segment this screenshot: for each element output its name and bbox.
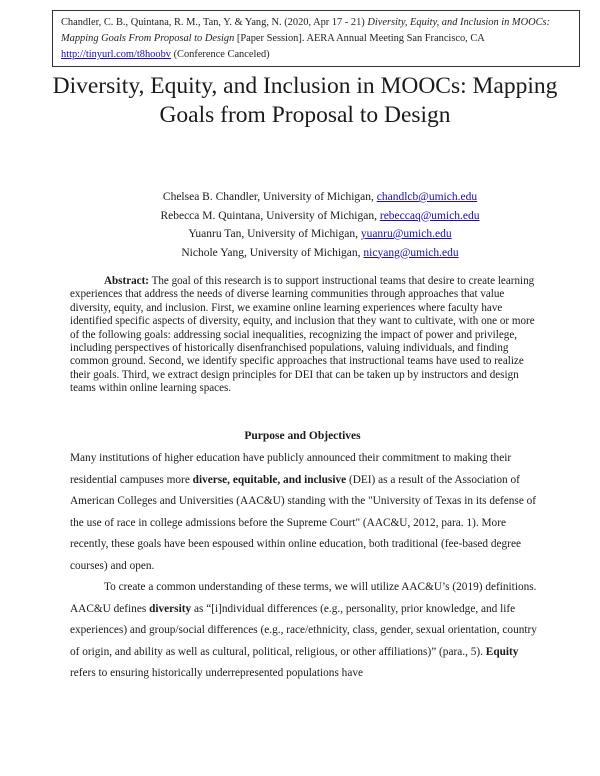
paragraph-text: refers to ensuring historically underrepresented populations have bbox=[70, 667, 363, 679]
citation-authors-date: Chandler, C. B., Quintana, R. M., Tan, Y. & Yang, N. (2020, Apr 17 - 21) bbox=[61, 17, 365, 28]
body-paragraph bbox=[70, 448, 540, 577]
author-email-link[interactable]: nicyang@umich.edu bbox=[363, 246, 459, 259]
abstract-text: The goal of this research is to support instructional teams that desire to create learning experiences that address the needs of diverse learning communities through approaches that value diversity, equity, and inclusion. First, we examine online learning experiences where faculty have identified specific aspects of diversity, equity, and inclusion that they want to cultivate, with one or more of the following goals: addressing social inequalities, recognizing the impact of power and privilege, including perspectives of historically disenfranchised populations, valuing individuals, and finding common ground. Second, we identify specific approaches that instructional teams have used to realize their goals. Third, we extract design principles for DEI that can be taken up by instructors and design teams within online learning spaces. bbox=[70, 275, 535, 395]
author-list bbox=[60, 188, 580, 262]
author-email-link[interactable]: chandlcb@umich.edu bbox=[376, 191, 478, 203]
paragraph-text: To create a common understanding of these terms, we will utilize AAC&U’s (2019) definitions. AAC&U defines bbox=[70, 581, 537, 615]
paragraph-bold-term: Equity bbox=[485, 645, 519, 658]
author-name: Nichole Yang, University of Michigan, bbox=[181, 246, 361, 259]
abstract-label: Abstract: bbox=[104, 275, 149, 287]
author-email-link[interactable]: rebeccaq@umich.edu bbox=[379, 209, 480, 222]
body-paragraph bbox=[70, 577, 540, 685]
citation-status: (Conference Canceled) bbox=[173, 49, 270, 60]
author-line bbox=[60, 225, 580, 244]
citation-title: Diversity, Equity, and Inclusion in MOOCs: Mapping Goals From Proposal to Design bbox=[61, 17, 551, 44]
paragraph-bold-term: diverse, equitable, and inclusive bbox=[192, 473, 347, 486]
citation-box bbox=[52, 10, 580, 67]
abstract bbox=[70, 275, 535, 396]
paragraph-bold-term: diversity bbox=[149, 602, 192, 615]
author-email-link[interactable]: yuanru@umich.edu bbox=[360, 228, 452, 240]
author-name: Yuanru Tan, University of Michigan, bbox=[188, 228, 358, 240]
paragraph-text: Many institutions of higher education have publicly announced their commitment to making their residential campuses more bbox=[70, 452, 512, 486]
author-name: Rebecca M. Quintana, University of Michigan, bbox=[160, 209, 377, 222]
author-line bbox=[60, 207, 580, 226]
author-name: Chelsea B. Chandler, University of Michigan, bbox=[162, 191, 374, 203]
citation-link[interactable]: http://tinyurl.com/t8hoobv bbox=[61, 49, 171, 60]
paper-title: Diversity, Equity, and Inclusion in MOOCs: Mapping Goals from Proposal to Design bbox=[52, 73, 558, 128]
author-line bbox=[60, 188, 580, 207]
paragraph-text: as “[i]ndividual differences (e.g., personality, prior knowledge, and life experiences) and group/social differences (e.g., race/ethnicity, class, gender, sexual orientation, country of origin, and ability as well as cultural, political, religious, or other affiliations)” (para., 5). bbox=[70, 602, 537, 658]
author-line bbox=[60, 244, 580, 263]
paragraph-text: (DEI) as a result of the Association of American Colleges and Universities (AAC&U) standing with the "University of Texas in its defense of the use of race in college admissions before the Supreme Court" (AAC&U, 2012, para. 1). More recently, these goals have been espoused within online education, both traditional (fee-based degree courses) and open. bbox=[70, 473, 537, 572]
citation-session: [Paper Session]. AERA Annual Meeting San Francisco, CA bbox=[236, 33, 485, 44]
section-heading: Purpose and Objectives bbox=[244, 430, 361, 442]
